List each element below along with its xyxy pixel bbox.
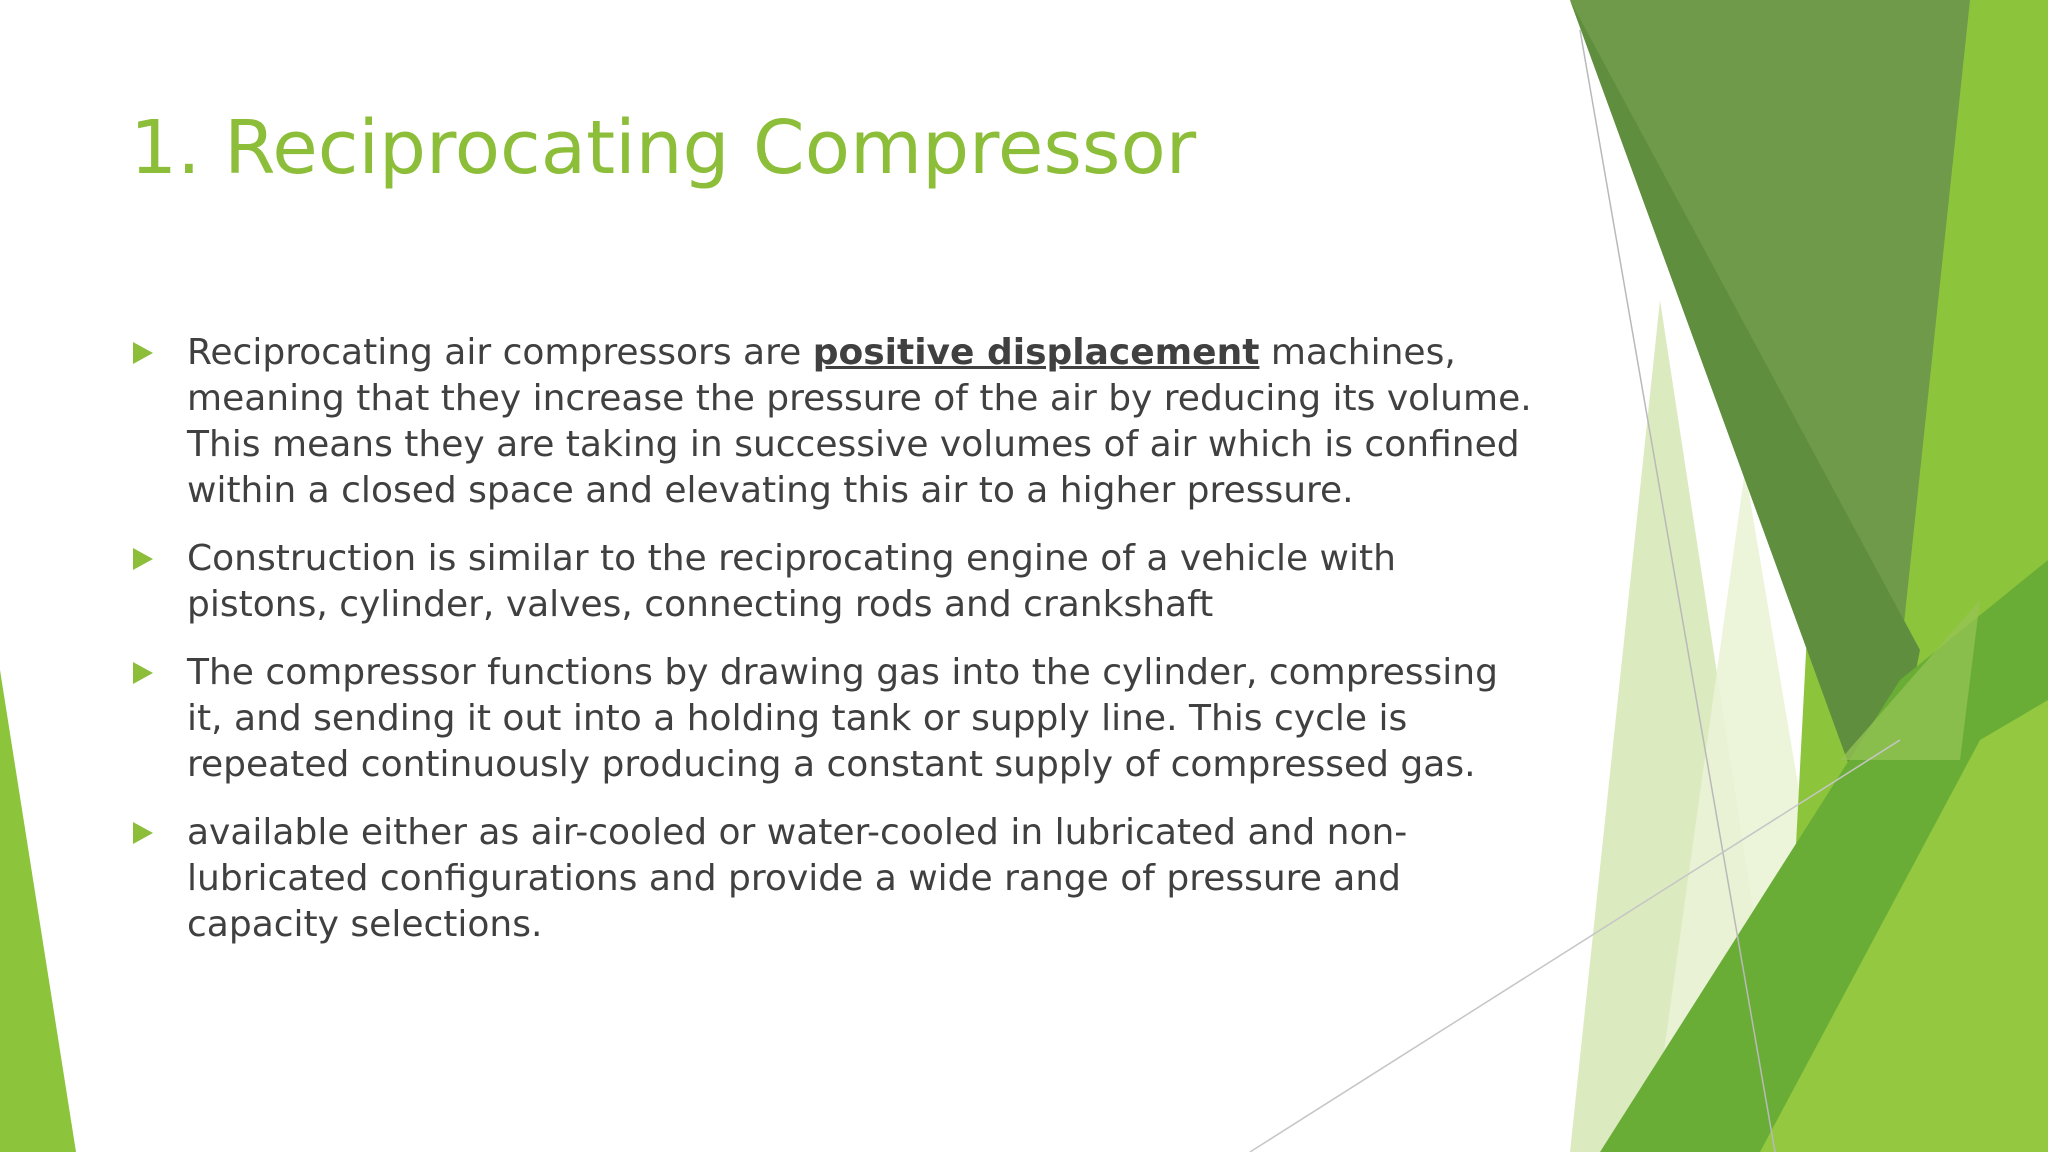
bullet-item bbox=[130, 650, 1540, 788]
left-green-sliver bbox=[0, 670, 76, 1152]
bullet-item bbox=[130, 536, 1540, 628]
bullet-text-start: Reciprocating air compressors are bbox=[187, 332, 813, 373]
bullet-item bbox=[130, 330, 1540, 514]
triangle-right-icon bbox=[133, 662, 153, 684]
bullet-list bbox=[130, 330, 1540, 970]
bullet-text-end: machines, meaning that they increase the pressure of the air by reducing its volume. This means they are taking in successive volumes of air which is confined within a closed space and elevating this air to a higher pressure. bbox=[187, 332, 1532, 511]
bullet-text bbox=[187, 332, 1532, 511]
triangle-right-icon bbox=[133, 822, 153, 844]
bullet-text: The compressor functions by drawing gas into the cylinder, compressing it, and sending it out into a holding tank or supply line. This cycle is repeated continuously producing a constant supply of compressed gas. bbox=[187, 652, 1498, 785]
triangle-right-icon bbox=[133, 548, 153, 570]
bullet-item bbox=[130, 810, 1540, 948]
bullet-text: Construction is similar to the reciprocating engine of a vehicle with pistons, cylinder, valves, connecting rods and crankshaft bbox=[187, 538, 1396, 625]
key-term: positive displacement bbox=[812, 332, 1260, 373]
triangle-right-icon bbox=[133, 342, 153, 364]
slide-title: 1. Reciprocating Compressor bbox=[130, 105, 1197, 191]
bullet-text: available either as air-cooled or water-cooled in lubricated and non-lubricated configurations and provide a wide range of pressure and capacity selections. bbox=[187, 812, 1408, 945]
